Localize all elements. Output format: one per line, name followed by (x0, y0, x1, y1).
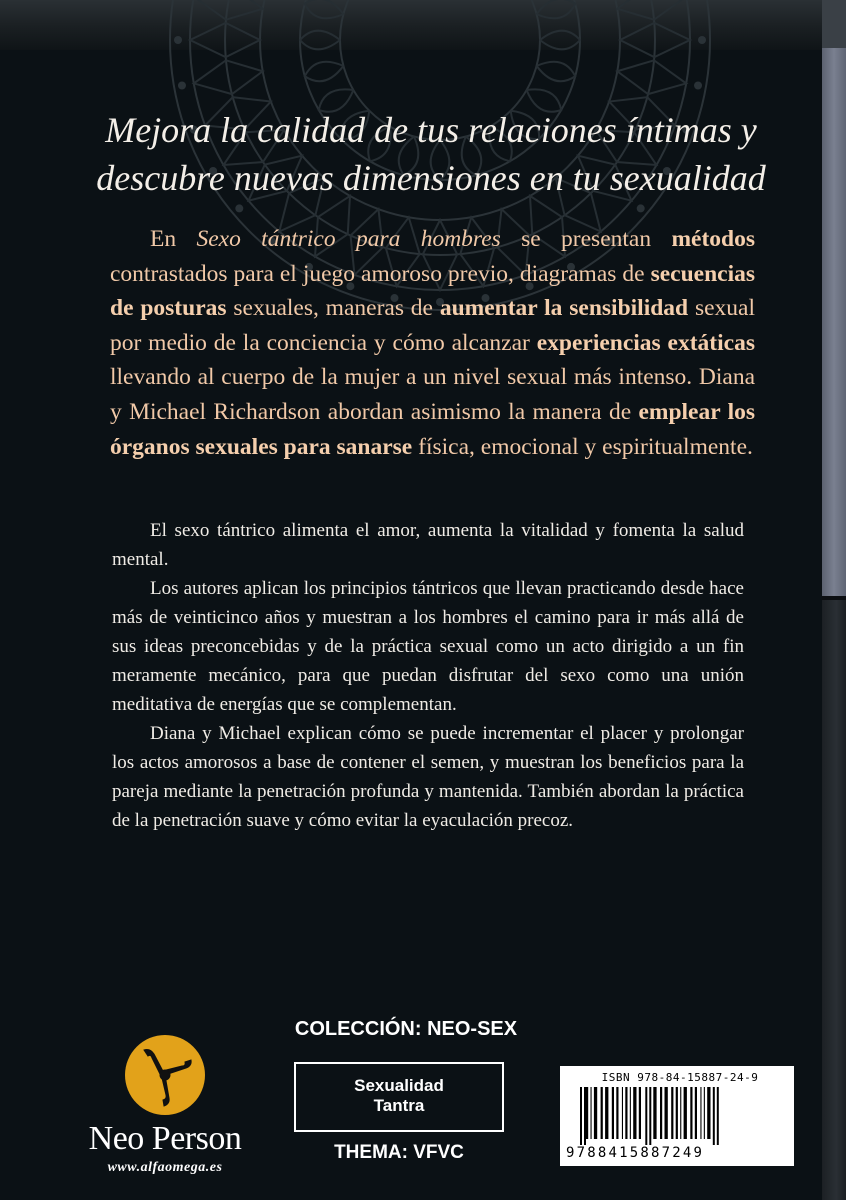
accent-text: contrastados para el juego amoroso previo, diagramas de (110, 260, 651, 287)
spine-bottom (822, 596, 846, 1200)
publisher-logo (70, 1034, 260, 1176)
body-text (112, 516, 744, 835)
accent-bold: emplear los órganos sexuales para sanarse (110, 398, 755, 460)
accent-text: sexual por medio de la conciencia y cómo alcanzar (110, 295, 755, 356)
accent-paragraph (110, 222, 755, 464)
triskelion-logo-icon (124, 1034, 206, 1116)
publisher-url: www.alfaomega.es (107, 1160, 223, 1175)
isbn-label: ISBN 978-84-15887-24-9 (601, 1071, 759, 1084)
body-paragraph-3: Diana y Michael explican cómo se puede incrementar el placer y prolongar los actos amorosos a base de contener el semen, y muestran los beneficios para la pareja mediante la penetración profunda y mantenida. También abordan la práctica de la penetración suave y cómo evitar la eyaculación precoz. (112, 723, 744, 831)
spine-stripe (822, 48, 846, 596)
book-title: Sexo tántrico para hombres (196, 226, 501, 252)
accent-bold: aumentar la sensibilidad (439, 295, 689, 322)
headline-line-2: descubre nuevas dimensiones en tu sexualidad (96, 158, 766, 198)
accent-bold: secuencias de posturas (110, 260, 755, 322)
spine-top (822, 0, 846, 48)
accent-text: se presentan (500, 226, 672, 252)
accent-bold: métodos (671, 226, 755, 252)
accent-bold: experiencias extáticas (536, 329, 755, 356)
body-paragraph-2: Los autores aplican los principios tántricos que llevan practicando desde hace más de veinticinco años y muestran a los hombres el camino para ir más allá de sus ideas preconcebidas y de la práctica sexual como un acto dirigido a un fin meramente mecánico, para que puedan disfrutar del sexo como una unión meditativa de energías que se complementan. (112, 578, 744, 715)
category-box (294, 1062, 504, 1132)
body-paragraph-1: El sexo tántrico alimenta el amor, aumenta la vitalidad y fomenta la salud mental. (112, 520, 744, 570)
accent-text: llevando al cuerpo de la mujer a un nivel sexual más intenso. Diana y Michael Richardson abordan asimismo la manera de (110, 364, 755, 425)
accent-text: En (150, 226, 197, 252)
category-2: Tantra (373, 1096, 425, 1115)
category-1: Sexualidad (354, 1076, 444, 1095)
collection-label: COLECCIÓN: NEO-SEX (294, 1018, 518, 1040)
accent-text: física, emocional y espiritualmente. (412, 433, 753, 460)
headline (40, 106, 822, 202)
barcode (560, 1066, 794, 1166)
accent-text: sexuales, maneras de (226, 295, 440, 322)
ean-digits: 9788415887249 (566, 1145, 705, 1161)
headline-line-1: Mejora la calidad de tus relaciones íntimas y (105, 110, 757, 150)
thema-code: THEMA: VFVC (334, 1142, 464, 1163)
publisher-name: Neo Person (88, 1120, 242, 1157)
barcode-bars (576, 1087, 776, 1145)
